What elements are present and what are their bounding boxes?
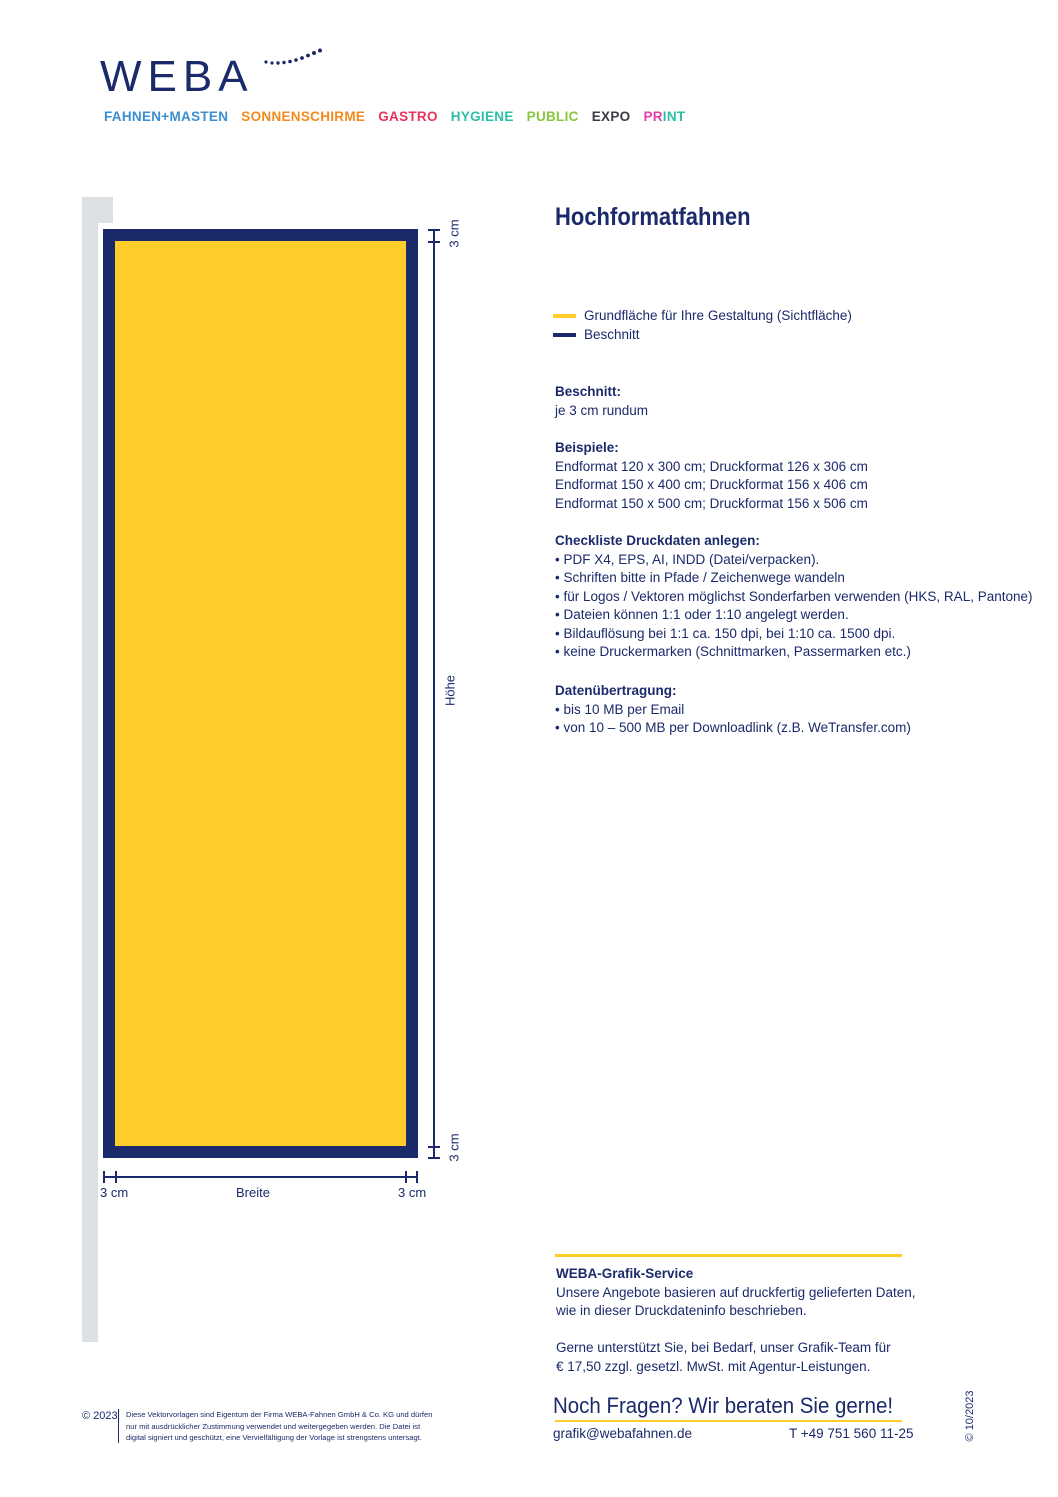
checkliste-item: • Bildauflösung bei 1:1 ca. 150 dpi, bei 1:10 ca. 1500 dpi. bbox=[555, 625, 896, 641]
service-heading: WEBA-Grafik-Service bbox=[556, 1266, 694, 1281]
beschnitt-text: je 3 cm rundum bbox=[555, 402, 649, 418]
beispiel-line: Endformat 150 x 400 cm; Druckformat 156 x 406 cm bbox=[555, 477, 868, 492]
datenuebertragung-item: • bis 10 MB per Email bbox=[555, 701, 685, 717]
beispiele-section bbox=[555, 439, 868, 513]
height-label: Höhe bbox=[442, 674, 458, 707]
contact-phone-link[interactable]: T +49 751 560 11-25 bbox=[789, 1426, 914, 1441]
legend-navy-swatch bbox=[553, 333, 576, 337]
checkliste-item: • PDF X4, EPS, AI, INDD (Datei/verpacken). bbox=[555, 551, 820, 567]
service-spacer bbox=[556, 1321, 915, 1340]
beschnitt-section bbox=[555, 383, 648, 420]
service-divider bbox=[555, 1254, 902, 1257]
page-title: Hochformatfahnen bbox=[555, 203, 751, 231]
dimension-tick bbox=[103, 1171, 105, 1183]
flag-pole-cap bbox=[82, 197, 113, 223]
datenuebertragung-section bbox=[555, 682, 911, 738]
right-bleed-label: 3 cm bbox=[398, 1185, 427, 1200]
beispiel-line: Endformat 120 x 300 cm; Druckformat 126 x 306 cm bbox=[555, 458, 868, 474]
service-line: Unsere Angebote basieren auf druckfertig gelieferten Daten, bbox=[556, 1284, 916, 1300]
beschnitt-heading: Beschnitt: bbox=[555, 384, 622, 399]
checkliste-item: • Dateien können 1:1 oder 1:10 angelegt werden. bbox=[555, 607, 849, 622]
width-dimension-line bbox=[103, 1176, 418, 1178]
bottom-bleed-label: 3 cm bbox=[446, 1133, 462, 1162]
legend-bleed bbox=[553, 327, 640, 342]
category-hygiene: HYGIENE bbox=[450, 109, 514, 124]
legend-yellow-swatch bbox=[553, 314, 576, 318]
contact-email-link[interactable]: grafik@webafahnen.de bbox=[553, 1426, 693, 1441]
category-print: PRINT bbox=[643, 109, 686, 124]
service-line: € 17,50 zzgl. gesetzl. MwSt. mit Agentur-Leistungen. bbox=[556, 1358, 871, 1374]
category-gastro: GASTRO bbox=[378, 109, 438, 124]
width-label: Breite bbox=[236, 1185, 270, 1200]
weba-logo: WEBA bbox=[100, 52, 254, 101]
copyright-year: © 2023 bbox=[82, 1410, 118, 1422]
logo-dots-icon bbox=[262, 46, 326, 70]
category-expo: EXPO bbox=[591, 109, 631, 124]
legal-line: Diese Vektorvorlagen sind Eigentum der Firma WEBA-Fahnen GmbH & Co. KG und dürfen bbox=[126, 1410, 433, 1419]
legal-line: nur mit ausdrücklicher Zustimmung verwendet und weitergegeben werden. Die Datei ist bbox=[126, 1421, 421, 1431]
left-bleed-label: 3 cm bbox=[100, 1185, 129, 1200]
checkliste-item: • Schriften bitte in Pfade / Zeichenwege wandeln bbox=[555, 570, 845, 585]
legal-line: digital signiert und geschützt, eine Vervielfältigung der Vorlage ist strengstens untersagt. bbox=[126, 1433, 422, 1442]
dimension-tick bbox=[428, 229, 440, 231]
flag-pole bbox=[82, 197, 98, 1342]
dimension-tick bbox=[405, 1171, 407, 1183]
checkliste-item: • keine Druckermarken (Schnittmarken, Passermarken etc.) bbox=[555, 644, 911, 659]
checkliste-heading: Checkliste Druckdaten anlegen: bbox=[555, 533, 760, 548]
checkliste-section bbox=[555, 532, 1033, 662]
dimension-tick bbox=[115, 1171, 117, 1183]
legend-surface bbox=[553, 308, 852, 323]
height-dimension-line bbox=[433, 229, 435, 1158]
beispiele-heading: Beispiele: bbox=[555, 440, 619, 455]
top-bleed-label: 3 cm bbox=[446, 219, 462, 248]
category-public: PUBLIC bbox=[526, 109, 579, 124]
datenuebertragung-item: • von 10 – 500 MB per Downloadlink (z.B. WeTransfer.com) bbox=[555, 720, 911, 735]
flag-visible-area bbox=[115, 241, 406, 1146]
dimension-tick bbox=[428, 1146, 440, 1148]
legend-bleed-label: Beschnitt bbox=[584, 327, 640, 342]
contact-divider bbox=[555, 1420, 902, 1422]
category-sonnenschirme: SONNENSCHIRME bbox=[241, 109, 366, 124]
dimension-tick bbox=[428, 1157, 440, 1159]
version-label: © 10/2023 bbox=[964, 1390, 976, 1442]
service-line: Gerne unterstützt Sie, bei Bedarf, unser Grafik-Team für bbox=[556, 1340, 891, 1355]
datenuebertragung-heading: Datenübertragung: bbox=[555, 683, 677, 698]
dimension-tick bbox=[428, 241, 440, 243]
grafik-service-section bbox=[556, 1265, 915, 1376]
checkliste-item: • für Logos / Vektoren möglichst Sonderfarben verwenden (HKS, RAL, Pantone) bbox=[555, 588, 1033, 604]
category-nav bbox=[104, 109, 698, 124]
beispiel-line: Endformat 150 x 500 cm; Druckformat 156 x 506 cm bbox=[555, 495, 868, 511]
dimension-tick bbox=[416, 1171, 418, 1183]
footer-separator bbox=[118, 1409, 119, 1443]
contact-question: Noch Fragen? Wir beraten Sie gerne! bbox=[553, 1393, 894, 1418]
legend-surface-label: Grundfläche für Ihre Gestaltung (Sichtfläche) bbox=[584, 308, 852, 323]
legal-notice bbox=[126, 1409, 432, 1444]
service-line: wie in dieser Druckdateninfo beschrieben. bbox=[556, 1303, 807, 1318]
category-fahnen-masten: FAHNEN+MASTEN bbox=[104, 109, 229, 124]
